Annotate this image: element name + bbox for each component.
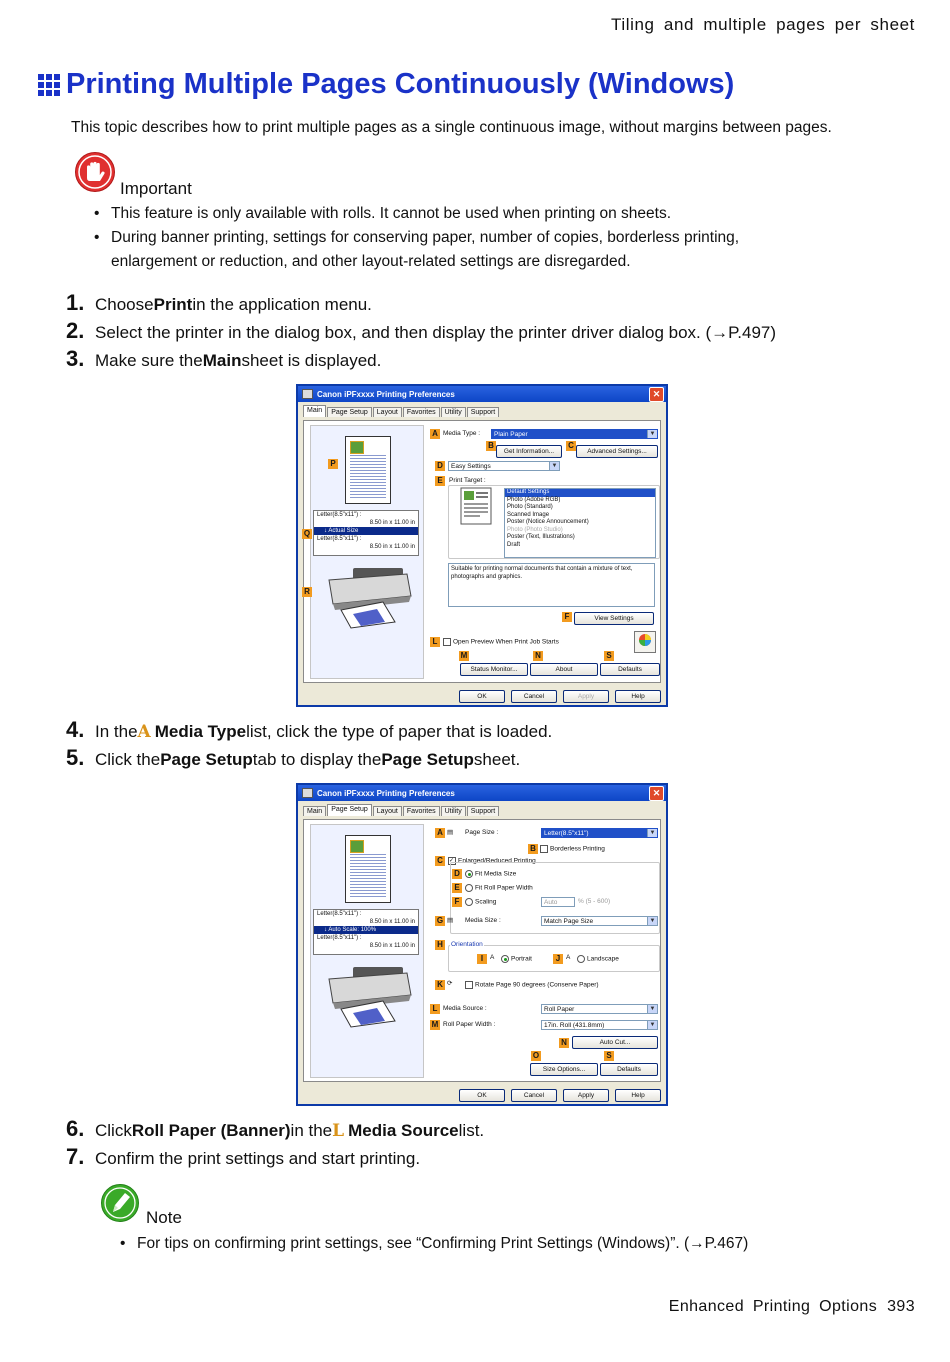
list-item[interactable]: Scanned Image <box>507 511 550 518</box>
page-footer <box>669 1298 915 1316</box>
dialog-buttons <box>453 1089 661 1102</box>
page-setup-panel <box>303 819 661 1082</box>
ref-label-a: A <box>137 722 151 742</box>
note-label: Note <box>146 1208 182 1227</box>
important-bullet: • This feature is only available with rolls. It cannot be used when printing on sheets. <box>94 205 672 222</box>
chevron-down-icon: ▼ <box>647 430 657 438</box>
page-size-select[interactable]: Letter(8.5"x11") ▼ <box>541 828 658 838</box>
status-monitor-button[interactable]: Status Monitor... <box>460 663 528 676</box>
main-sheet-panel <box>303 420 661 683</box>
label-b: B <box>486 441 496 451</box>
label-f: F <box>562 612 572 622</box>
page-size-icon: ▤ <box>447 829 454 836</box>
tab-support[interactable]: Support <box>467 806 500 816</box>
portrait-icon: A <box>490 954 495 961</box>
printer-illustration-icon <box>323 965 413 1029</box>
label-a: A <box>435 828 445 838</box>
advanced-settings-button[interactable]: Advanced Settings... <box>576 445 658 458</box>
list-item[interactable]: Poster (Notice Announcement) <box>507 519 589 525</box>
portrait-radio[interactable]: Portrait <box>501 955 532 963</box>
scaling-radio[interactable]: Scaling <box>465 898 496 906</box>
printer-icon <box>302 389 313 399</box>
print-target-label: Print Target : <box>449 477 486 484</box>
tab-page-setup[interactable]: Page Setup <box>327 407 372 417</box>
down-arrow-icon: ↓ <box>324 927 329 933</box>
step-4: 4. In the A Media Type list, click the type of paper that is loaded. <box>66 717 553 742</box>
dialog-buttons <box>453 690 661 703</box>
printing-preferences-main-dialog <box>296 384 668 707</box>
footer-title: Enhanced Printing Options <box>668 1298 878 1315</box>
cancel-button[interactable]: Cancel <box>511 1089 557 1102</box>
tab-favorites[interactable]: Favorites <box>403 806 440 816</box>
tab-main[interactable]: Main <box>303 806 326 816</box>
important-list <box>94 202 739 274</box>
landscape-icon: A <box>566 954 571 961</box>
chevron-down-icon: ▼ <box>647 1005 657 1013</box>
label-l: L <box>430 1004 440 1014</box>
about-button[interactable]: About <box>530 663 598 676</box>
step-5: 5. Click the Page Setup tab to display the Page Setup sheet. <box>66 745 521 770</box>
scaling-range: % (5 - 600) <box>578 898 611 905</box>
page-size-label: Page Size : <box>465 829 499 836</box>
paper-size-info: Letter(8.5"x11") : 8.50 in x 11.00 in ↓ Actual Size Letter(8.5"x11") : 8.50 in x 11.00 in <box>313 510 419 556</box>
label-s: S <box>604 1051 614 1061</box>
ref-label-l: L <box>332 1121 345 1141</box>
step-7: 7. Confirm the print settings and start printing. <box>66 1144 421 1169</box>
media-size-label: Media Size : <box>465 917 501 924</box>
label-n: N <box>559 1038 569 1048</box>
label-m: M <box>460 651 468 660</box>
printer-illustration-icon <box>323 566 413 630</box>
paper-size-info: Letter(8.5"x11") : 8.50 in x 11.00 in ↓ Auto Scale: 100% Letter(8.5"x11") : 8.50 in x 11.00 in <box>313 909 419 955</box>
page-number: 393 <box>887 1298 915 1315</box>
label-p: P <box>328 459 338 469</box>
page-thumbnail <box>345 436 391 504</box>
important-label: Important <box>120 179 192 198</box>
label-s: S <box>604 651 614 661</box>
label-j: J <box>553 954 563 964</box>
defaults-button[interactable]: Defaults <box>600 1063 658 1076</box>
description-box: Suitable for printing normal documents that contain a mixture of text, photographs and graphics. <box>448 563 655 607</box>
printing-preferences-page-setup-dialog <box>296 783 668 1106</box>
printer-icon <box>302 788 313 798</box>
help-button[interactable]: Help <box>615 690 661 703</box>
label-e: E <box>452 883 462 893</box>
media-size-select[interactable]: Match Page Size ▼ <box>541 916 658 926</box>
label-m: M <box>431 1020 439 1029</box>
label-l: L <box>430 637 440 647</box>
step-6: 6. Click Roll Paper (Banner) in the L Media Source list. <box>66 1116 485 1141</box>
landscape-radio[interactable]: Landscape <box>577 955 619 963</box>
label-e: E <box>435 476 445 486</box>
label-c: C <box>566 441 576 451</box>
running-header: Tiling and multiple pages per sheet <box>610 15 915 34</box>
chevron-down-icon: ▼ <box>549 462 559 470</box>
dialog-tabs <box>303 407 500 417</box>
tab-layout[interactable]: Layout <box>373 806 402 816</box>
label-h: H <box>435 940 445 950</box>
list-item[interactable]: Draft <box>507 541 521 548</box>
get-information-button[interactable]: Get Information... <box>496 445 562 458</box>
label-g: G <box>436 916 444 925</box>
fit-media-size-radio[interactable]: Fit Media Size <box>465 870 516 878</box>
tab-main[interactable]: Main <box>303 405 326 417</box>
orientation-title: Orientation <box>451 941 483 948</box>
color-wheel-icon[interactable] <box>634 631 656 653</box>
tab-page-setup[interactable]: Page Setup <box>327 804 372 816</box>
dialog-title-bar <box>298 386 666 402</box>
label-q: Q <box>303 529 311 538</box>
view-settings-button[interactable]: View Settings <box>574 612 654 625</box>
label-c: C <box>435 856 445 866</box>
step-2: 2. Select the printer in the dialog box, and then display the printer driver dialog box. (→P.497) <box>66 318 777 343</box>
borderless-checkbox[interactable]: Borderless Printing <box>540 845 605 853</box>
print-preview-area <box>310 824 424 1078</box>
list-item[interactable]: Photo (Photo Studio) <box>507 526 563 533</box>
media-source-select[interactable]: Roll Paper ▼ <box>541 1004 658 1014</box>
enlarged-reduced-checkbox[interactable]: ✓ Enlarged/Reduced Printing <box>448 857 536 865</box>
close-icon[interactable]: ✕ <box>649 786 664 801</box>
dialog-title: Canon iPFxxxx Printing Preferences <box>317 788 455 798</box>
section-grid-icon <box>38 74 60 96</box>
media-source-label: Media Source : <box>443 1005 487 1012</box>
ok-button[interactable]: OK <box>459 1089 505 1102</box>
scaling-input[interactable]: Auto <box>541 897 575 907</box>
media-size-icon: ▤ <box>447 917 454 924</box>
defaults-button[interactable]: Defaults <box>600 663 660 676</box>
open-preview-checkbox[interactable]: Open Preview When Print Job Starts <box>443 638 559 646</box>
print-target-list[interactable] <box>504 488 656 558</box>
label-n: N <box>533 651 543 661</box>
down-arrow-icon: ↓ <box>324 528 329 534</box>
label-i: I <box>477 954 487 964</box>
list-item[interactable]: Photo (Adobe RGB) <box>507 496 561 503</box>
media-type-select[interactable]: Plain Paper ▼ <box>491 429 658 439</box>
tab-utility[interactable]: Utility <box>441 806 466 816</box>
dialog-title: Canon iPFxxxx Printing Preferences <box>317 389 455 399</box>
section-title <box>38 68 734 101</box>
cancel-button[interactable]: Cancel <box>511 690 557 703</box>
size-options-button[interactable]: Size Options... <box>530 1063 598 1076</box>
chevron-down-icon: ▼ <box>647 829 657 837</box>
important-hand-icon <box>74 151 116 193</box>
rotate-page-icon: ⟳ <box>447 980 453 987</box>
label-b: B <box>528 844 538 854</box>
label-a: A <box>430 429 440 439</box>
help-button[interactable]: Help <box>615 1089 661 1102</box>
label-d: D <box>452 869 462 879</box>
step-3: 3. Make sure the Main sheet is displayed. <box>66 346 382 371</box>
rotate-page-checkbox[interactable]: Rotate Page 90 degrees (Conserve Paper) <box>465 981 599 989</box>
list-item[interactable]: Photo (Standard) <box>507 504 553 510</box>
page-thumbnail <box>345 835 391 903</box>
intro-paragraph: This topic describes how to print multiple pages as a single continuous image, without margins between pages. <box>71 119 832 136</box>
apply-button[interactable]: Apply <box>563 1089 609 1102</box>
step-1: 1. Choose Print in the application menu. <box>66 290 372 315</box>
tab-support[interactable]: Support <box>467 407 500 417</box>
label-f: F <box>452 897 462 907</box>
label-o: O <box>532 1051 540 1060</box>
apply-button[interactable]: Apply <box>563 690 609 703</box>
tab-utility[interactable]: Utility <box>441 407 466 417</box>
note-bullet: • For tips on confirming print settings, see “Confirming Print Settings (Windows)”. (→P.467) <box>120 1235 749 1252</box>
tab-layout[interactable]: Layout <box>373 407 402 417</box>
roll-paper-width-select[interactable]: 17in. Roll (431.8mm) ▼ <box>541 1020 658 1030</box>
label-d: D <box>435 461 445 471</box>
auto-cut-button[interactable]: Auto Cut... <box>572 1036 658 1049</box>
easy-settings-select[interactable]: Easy Settings ▼ <box>448 461 560 471</box>
important-bullet: • During banner printing, settings for conserving paper, number of copies, borderless printing, enlargement or reduction, and other layout-related settings are disregarded. <box>94 229 740 270</box>
list-item[interactable]: Poster (Text, Illustrations) <box>507 534 575 540</box>
chevron-down-icon: ▼ <box>647 1021 657 1029</box>
fit-roll-width-radio[interactable]: Fit Roll Paper Width <box>465 884 533 892</box>
roll-paper-width-label: Roll Paper Width : <box>443 1021 496 1028</box>
dialog-tabs <box>303 806 500 816</box>
label-k: K <box>435 980 445 990</box>
dialog-title-bar <box>298 785 666 801</box>
tab-favorites[interactable]: Favorites <box>403 407 440 417</box>
list-item[interactable]: Default Settings <box>505 489 655 497</box>
chevron-down-icon: ▼ <box>647 917 657 925</box>
document-preview-icon <box>460 487 492 525</box>
media-type-label: Media Type : <box>443 430 481 437</box>
ok-button[interactable]: OK <box>459 690 505 703</box>
note-list <box>120 1232 748 1256</box>
section-title-text: Printing Multiple Pages Continuously (Windows) <box>66 68 735 100</box>
close-icon[interactable]: ✕ <box>649 387 664 402</box>
note-pencil-icon <box>100 1183 140 1223</box>
label-r: R <box>302 587 312 597</box>
